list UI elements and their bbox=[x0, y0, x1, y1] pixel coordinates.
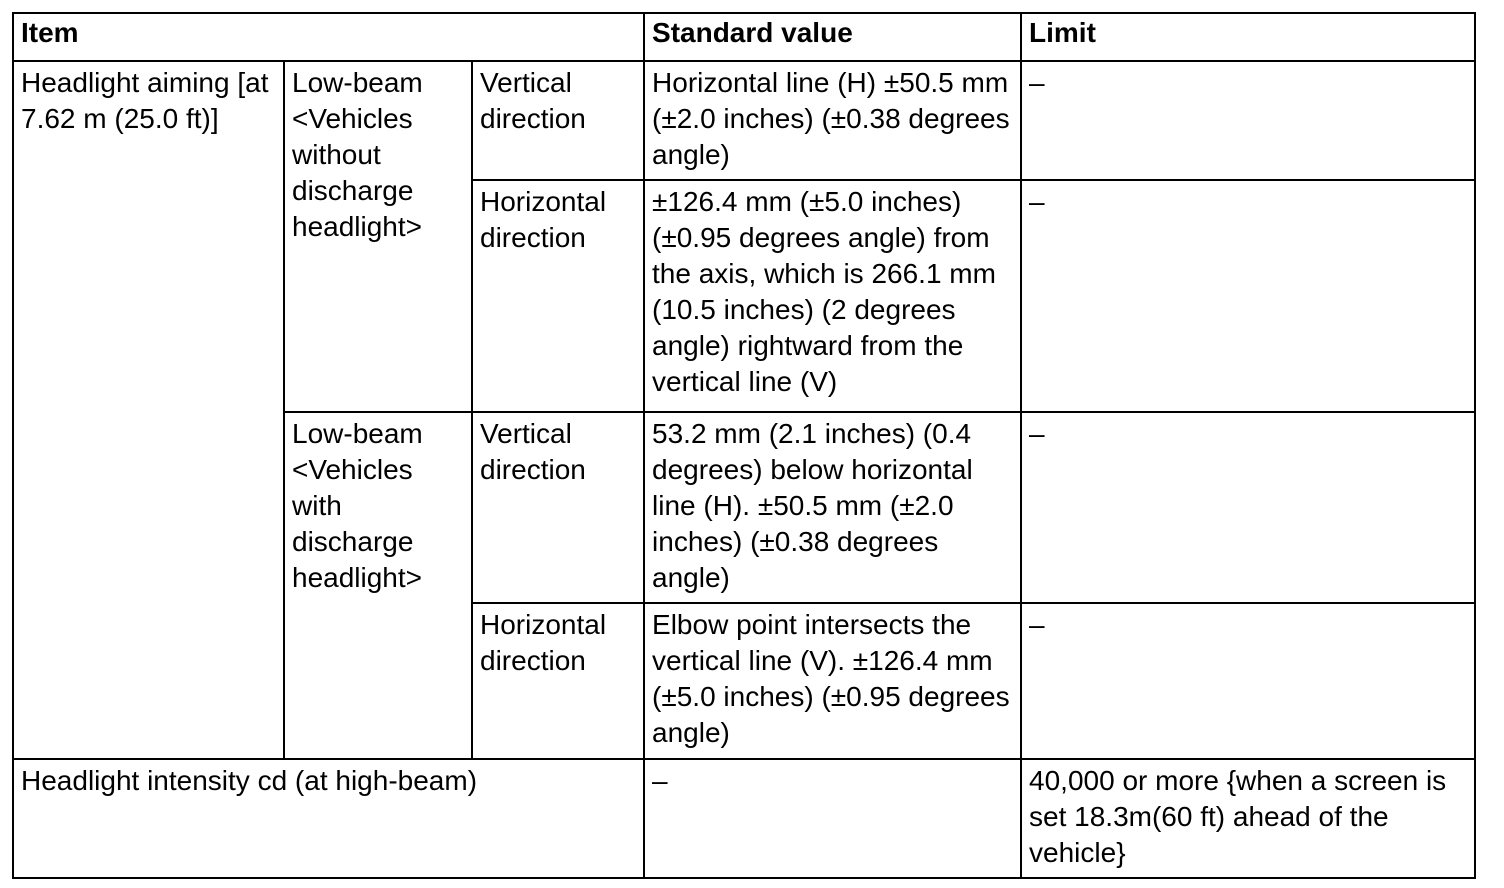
header-limit: Limit bbox=[1021, 13, 1475, 61]
header-standard-value: Standard value bbox=[644, 13, 1021, 61]
standard-value-cell: Elbow point intersects the vertical line (V). ±126.4 mm (±5.0 inches) (±0.95 degrees angle) bbox=[644, 603, 1021, 759]
group-label-with-discharge: Low-beam <Vehicles with discharge headlight> bbox=[284, 412, 472, 759]
table-row bbox=[13, 61, 1475, 180]
standard-value-cell: ±126.4 mm (±5.0 inches) (±0.95 degrees angle) from the axis, which is 266.1 mm (10.5 inches) (2 degrees angle) rightward from the vertical line (V) bbox=[644, 180, 1021, 412]
direction-label: Vertical direction bbox=[472, 61, 644, 180]
limit-cell bbox=[1021, 603, 1475, 759]
direction-label: Vertical direction bbox=[472, 412, 644, 603]
group-label-without-discharge: Low-beam <Vehicles without discharge headlight> bbox=[284, 61, 472, 412]
limit-value: – bbox=[1029, 418, 1045, 449]
limit-cell bbox=[1021, 412, 1475, 603]
aiming-label: Headlight aiming [at 7.62 m (25.0 ft)] bbox=[13, 61, 284, 759]
direction-label: Horizontal direction bbox=[472, 603, 644, 759]
standard-value-cell bbox=[644, 759, 1021, 878]
table-row bbox=[13, 759, 1475, 878]
header-item: Item bbox=[13, 13, 644, 61]
intensity-limit: 40,000 or more {when a screen is set 18.3m(60 ft) ahead of the vehicle} bbox=[1021, 759, 1475, 878]
limit-cell bbox=[1021, 61, 1475, 180]
header-row bbox=[13, 13, 1475, 61]
direction-label: Horizontal direction bbox=[472, 180, 644, 412]
standard-value-cell: 53.2 mm (2.1 inches) (0.4 degrees) below horizontal line (H). ±50.5 mm (±2.0 inches) (±0.38 degrees angle) bbox=[644, 412, 1021, 603]
headlight-spec-table bbox=[12, 12, 1476, 879]
standard-value-cell: Horizontal line (H) ±50.5 mm (±2.0 inches) (±0.38 degrees angle) bbox=[644, 61, 1021, 180]
intensity-standard-value: – bbox=[652, 765, 668, 796]
limit-value: – bbox=[1029, 67, 1045, 98]
limit-value: – bbox=[1029, 186, 1045, 217]
limit-value: – bbox=[1029, 609, 1045, 640]
intensity-label: Headlight intensity cd (at high-beam) bbox=[13, 759, 644, 878]
limit-cell bbox=[1021, 180, 1475, 412]
